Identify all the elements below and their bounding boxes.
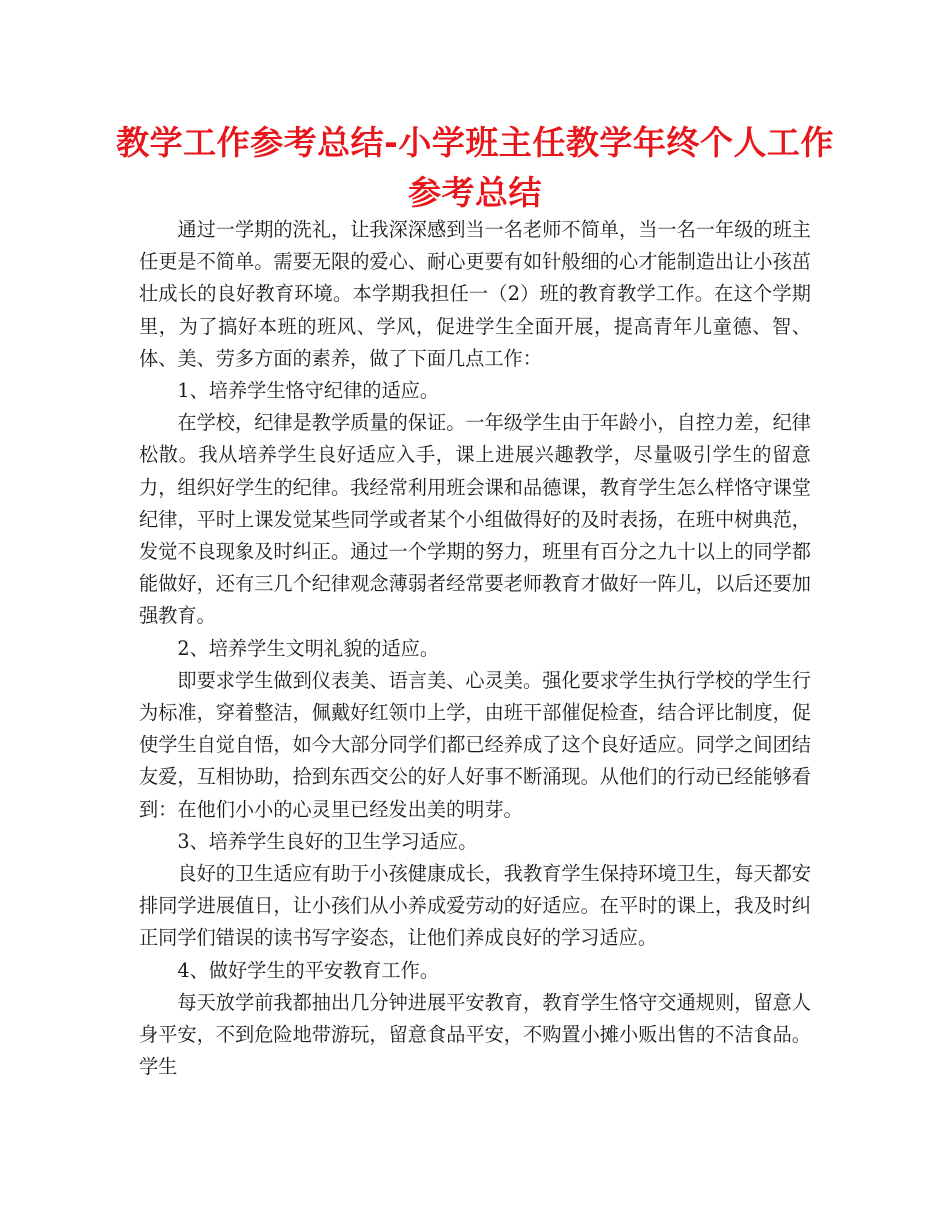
document-body	[139, 214, 811, 1083]
paragraph-safety: 每天放学前我都抽出几分钟进展平安教育，教育学生恪守交通规则，留意人身平安，不到危险地带游玩，留意食品平安，不购置小摊小贩出售的不洁食品。学生	[139, 990, 811, 1079]
paragraph-courtesy: 即要求学生做到仪表美、语言美、心灵美。强化要求学生执行学校的学生行为标准，穿着整洁，佩戴好红领巾上学，由班干部催促检查，结合评比制度，促使学生自觉自悟，如今大部分同学们都已经养成了这个良好适应。同学之间团结友爱，互相协助，拾到东西交公的好人好事不断涌现。从他们的行动已经能够看到：在他们小小的心灵里已经发出美的明芽。	[139, 668, 811, 821]
section-heading-3: 3、培养学生良好的卫生学习适应。	[177, 829, 478, 853]
section-heading-2: 2、培养学生文明礼貌的适应。	[177, 636, 440, 660]
paragraph-intro: 通过一学期的洗礼，让我深深感到当一名老师不简单，当一名一年级的班主任更是不简单。需要无限的爱心、耐心更要有如针般细的心才能制造出让小孩茁壮成长的良好教育环境。本学期我担任一（2）班的教育教学工作。在这个学期里，为了搞好本班的班风、学风，促进学生全面开展，提高青年儿童德、智、体、美、劳多方面的素养，做了下面几点工作：	[139, 218, 811, 370]
section-heading-4: 4、做好学生的平安教育工作。	[177, 958, 440, 982]
section-heading-1: 1、培养学生恪守纪律的适应。	[177, 379, 440, 403]
document-title: 教学工作参考总结-小学班主任教学年终个人工作参考总结	[116, 123, 834, 212]
paragraph-discipline: 在学校，纪律是教学质量的保证。一年级学生由于年龄小，自控力差，纪律松散。我从培养学生良好适应入手，课上进展兴趣教学，尽量吸引学生的留意力，组织好学生的纪律。我经常利用班会课和品德课，教育学生怎么样恪守课堂纪律，平时上课发觉某些同学或者某个小组做得好的及时表扬，在班中树典范，发觉不良现象及时纠正。通过一个学期的努力，班里有百分之九十以上的同学都能做好，还有三几个纪律观念薄弱者经常要老师教育才做好一阵儿，以后还要加强教育。	[139, 411, 811, 628]
paragraph-hygiene: 良好的卫生适应有助于小孩健康成长，我教育学生保持环境卫生，每天都安排同学进展值日，让小孩们从小养成爱劳动的好适应。在平时的课上，我及时纠正同学们错误的读书写字姿态，让他们养成良好的学习适应。	[139, 862, 811, 950]
